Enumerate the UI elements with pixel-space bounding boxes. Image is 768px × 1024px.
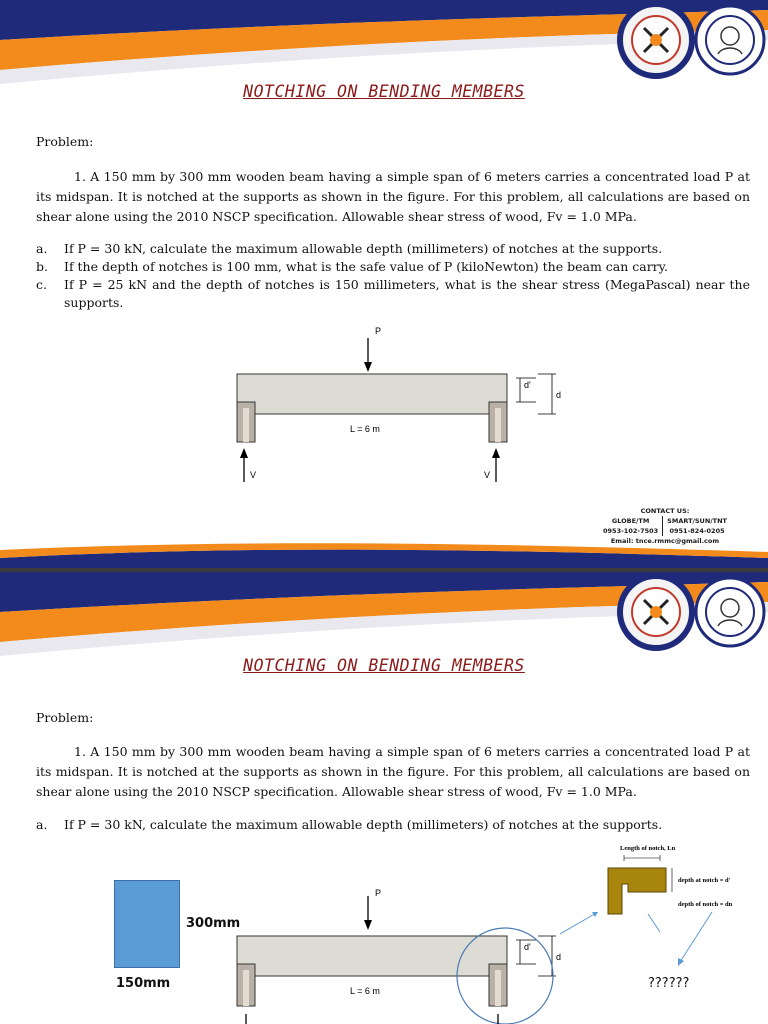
arrow-to-unknown	[670, 908, 720, 968]
contact-globe-number: 0953-102-7503	[603, 527, 659, 535]
beam-figure	[220, 882, 580, 1024]
load-label: P	[375, 326, 382, 336]
beam-figure	[220, 320, 580, 490]
institution-logos	[598, 0, 768, 82]
span-label: L = 6 m	[350, 424, 380, 434]
reaction-left-label: V	[250, 470, 257, 480]
contact-email: Email: tnce.rmmc@gmail.com	[610, 537, 720, 545]
list-item	[36, 276, 750, 312]
depth-of-notch-label: depth of notch = dn	[678, 901, 733, 908]
list-marker: b.	[36, 259, 48, 274]
contact-title: CONTACT US:	[640, 507, 690, 515]
institution-logos	[598, 572, 768, 654]
notch-length-label: Length of notch, Ln	[620, 845, 676, 852]
list-item	[36, 240, 750, 258]
list-text: If P = 30 kN, calculate the maximum allowable depth (millimeters) of notches at the supports.	[64, 817, 663, 832]
d-label: d	[556, 390, 562, 400]
d-label: d	[556, 952, 562, 962]
slide-2	[0, 572, 768, 1024]
notch-shape	[608, 868, 666, 914]
beam	[237, 374, 507, 414]
section-height-label: 300mm	[186, 916, 241, 931]
question-list	[36, 816, 750, 834]
contact-smart-number: 0951-824-0205	[669, 527, 725, 535]
list-marker: a.	[36, 817, 48, 832]
depth-at-notch-label: depth at notch = d'	[678, 877, 731, 884]
slide-title: NOTCHING ON BENDING MEMBERS	[243, 656, 525, 675]
problem-label: Problem:	[36, 134, 94, 149]
problem-paragraph	[36, 742, 750, 802]
span-label: L = 6 m	[350, 986, 380, 996]
notch-detail	[600, 840, 768, 916]
load-label: P	[375, 888, 382, 898]
list-text: If P = 25 kN and the depth of notches is 150 millimeters, what is the shear stress (MegaPascal) near the supports.	[64, 277, 750, 310]
problem-text: 1. A 150 mm by 300 mm wooden beam having a simple span of 6 meters carries a concentrated load P at its midspan. It is notched at the supports as shown in the figure. For this problem, all calculations are based on shear alone using the 2010 NSCP specification. Allowable shear stress of wood, Fv = 1.0 MPa.	[36, 169, 750, 224]
contact-globe-label: GLOBE/TM	[611, 517, 650, 525]
list-item	[36, 258, 750, 276]
list-marker: a.	[36, 241, 48, 256]
problem-paragraph	[36, 167, 750, 227]
list-marker: c.	[36, 277, 47, 292]
unknown-value: ??????	[648, 976, 690, 991]
contact-smart-label: SMART/SUN/TNT	[667, 517, 727, 525]
problem-label: Problem:	[36, 710, 94, 725]
slide-title: NOTCHING ON BENDING MEMBERS	[243, 82, 525, 101]
reaction-right-label: V	[484, 470, 491, 480]
list-text: If the depth of notches is 100 mm, what is the safe value of P (kiloNewton) the beam can carry.	[64, 259, 669, 274]
d-prime-label: d'	[524, 380, 531, 390]
list-item	[36, 816, 750, 834]
list-text: If P = 30 kN, calculate the maximum allowable depth (millimeters) of notches at the supports.	[64, 241, 663, 256]
question-list	[36, 240, 750, 312]
problem-text: 1. A 150 mm by 300 mm wooden beam having a simple span of 6 meters carries a concentrated load P at its midspan. It is notched at the supports as shown in the figure. For this problem, all calculations are based on shear alone using the 2010 NSCP specification. Allowable shear stress of wood, Fv = 1.0 MPa.	[36, 744, 750, 799]
d-prime-label: d'	[524, 942, 531, 952]
section-width-label: 150mm	[116, 976, 171, 991]
cross-section	[114, 880, 180, 968]
beam	[237, 936, 507, 976]
contact-info	[598, 506, 732, 546]
